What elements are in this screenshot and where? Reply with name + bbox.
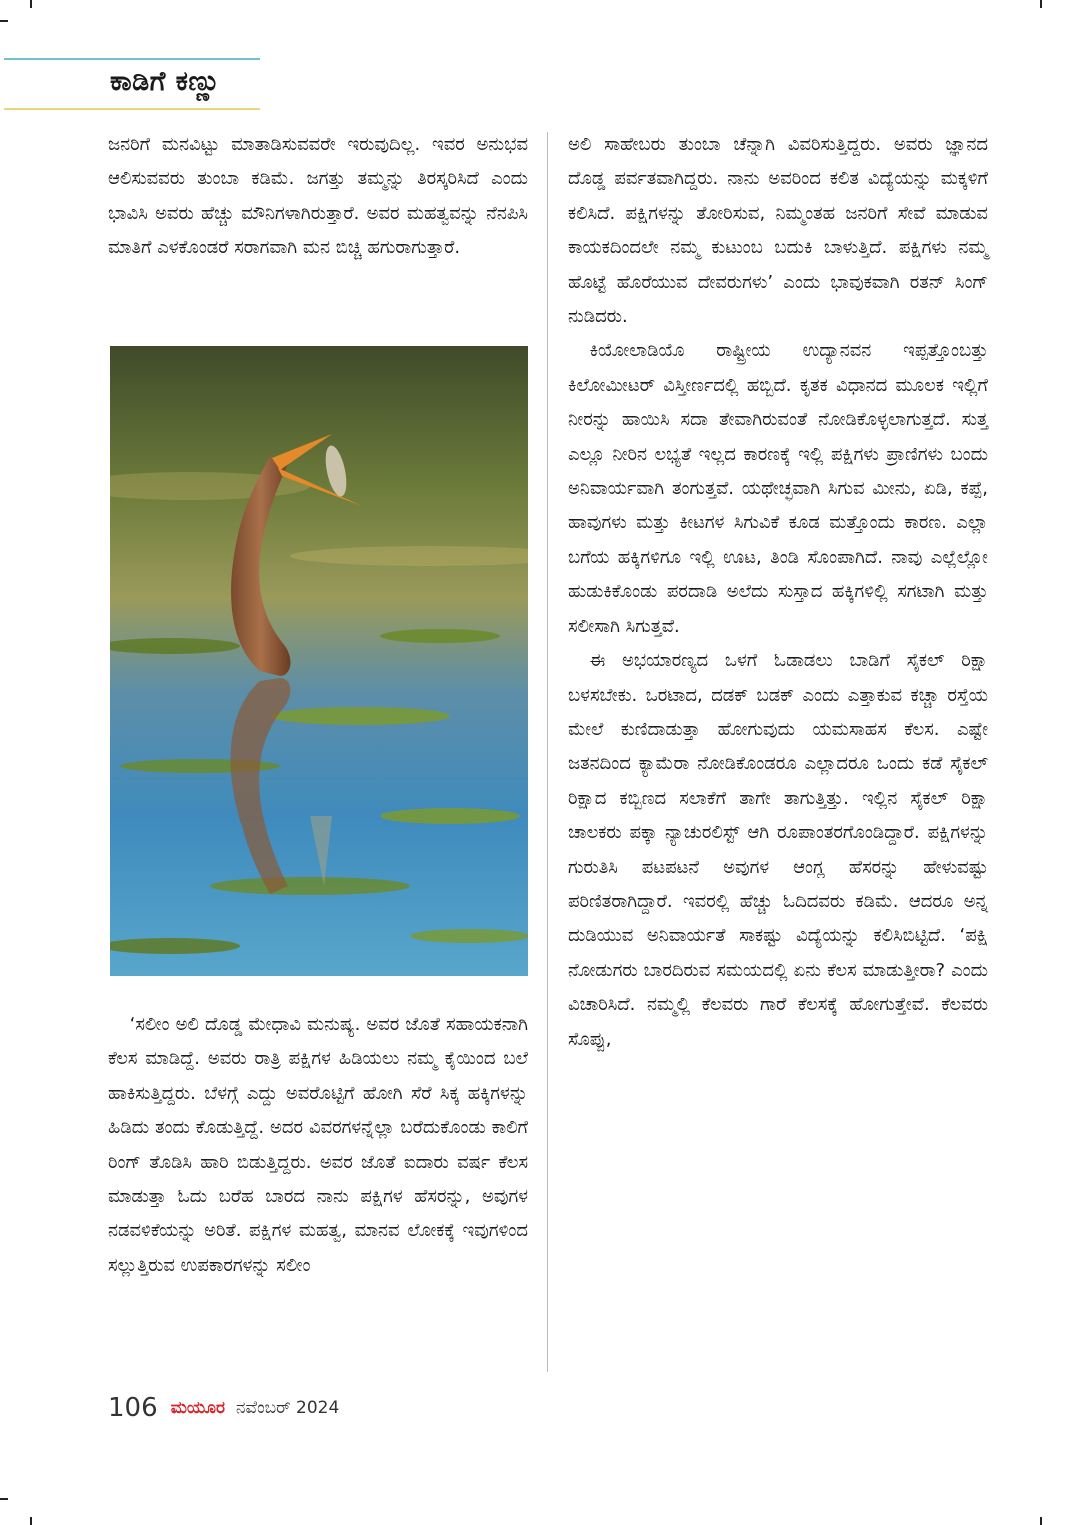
crop-mark — [1040, 1517, 1042, 1525]
right-paragraph-1: ಅಲಿ ಸಾಹೇಬರು ತುಂಬಾ ಚೆನ್ನಾಗಿ ವಿವರಿಸುತ್ತಿದ್ದರು. ಅವರು ಜ್ಞಾನದ ದೊಡ್ಡ ಪರ್ವತವಾಗಿದ್ದರು. ನಾನು ಅವರಿಂದ ಕಲಿತ ವಿದ್ಯೆಯನ್ನು ಮಕ್ಕಳಿಗೆ ಕಲಿಸಿದೆ. ಪಕ್ಷಿಗಳನ್ನು ತೋರಿಸುವ, ನಿಮ್ಮಂತಹ ಜನರಿಗೆ ಸೇವೆ ಮಾಡುವ ಕಾಯಕದಿಂದಲೇ ನಮ್ಮ ಕುಟುಂಬ ಬದುಕಿ ಬಾಳುತ್ತಿದೆ. ಪಕ್ಷಿಗಳು ನಮ್ಮ ಹೊಟ್ಟೆ ಹೊರೆಯುವ ದೇವರುಗಳು’ ಎಂದು ಭಾವುಕವಾಗಿ ರತನ್ ಸಿಂಗ್ ನುಡಿದರು. — [568, 134, 988, 328]
left-paragraph-1: ಜನರಿಗೆ ಮನವಿಟ್ಟು ಮಾತಾಡಿಸುವವರೇ ಇರುವುದಿಲ್ಲ. ಇವರ ಅನುಭವ ಆಲಿಸುವವರು ತುಂಬಾ ಕಡಿಮೆ. ಜಗತ್ತು ತಮ್ಮನ್ನು ತಿರಸ್ಕರಿಸಿದೆ ಎಂದು ಭಾವಿಸಿ ಅವರು ಹೆಚ್ಚು ಮೌನಿಗಳಾಗಿರುತ್ತಾರೆ. ಅವರ ಮಹತ್ವವನ್ನು ನೆನಪಿಸಿ ಮಾತಿಗೆ ಎಳಕೊಂಡರೆ ಸರಾಗವಾಗಿ ಮನ ಬಿಚ್ಚಿ ಹಗುರಾಗುತ್ತಾರೆ. — [108, 134, 528, 259]
column-divider — [547, 132, 548, 1372]
magazine-logo: ಮಯೂರ — [170, 1398, 225, 1418]
section-header — [4, 58, 260, 110]
right-paragraph-3: ಈ ಅಭಯಾರಣ್ಯದ ಒಳಗೆ ಓಡಾಡಲು ಬಾಡಿಗೆ ಸೈಕಲ್ ರಿಕ್ಷಾ ಬಳಸಬೇಕು. ಒರಟಾದ, ದಡಕ್ ಬಡಕ್ ಎಂದು ಎತ್ತಾಕುವ ಕಚ್ಚಾ ರಸ್ತೆಯ ಮೇಲೆ ಕುಣಿದಾಡುತ್ತಾ ಹೋಗುವುದು ಯಮಸಾಹಸ ಕೆಲಸ. ಎಷ್ಟೇ ಜತನದಿಂದ ಕ್ಯಾಮೆರಾ ನೋಡಿಕೊಂಡರೂ ಎಲ್ಲಾದರೂ ಒಂದು ಕಡೆ ಸೈಕಲ್ ರಿಕ್ಷಾದ ಕಬ್ಬಿಣದ ಸಲಾಕೆಗೆ ತಾಗೇ ತಾಗುತ್ತಿತ್ತು. ಇಲ್ಲಿನ ಸೈಕಲ್ ರಿಕ್ಷಾ ಚಾಲಕರು ಪಕ್ಕಾ ನ್ಯಾಚುರಲಿಸ್ಟ್ ಆಗಿ ರೂಪಾಂತರಗೊಂಡಿದ್ದಾರೆ. ಪಕ್ಷಿಗಳನ್ನು ಗುರುತಿಸಿ ಪಟಪಟನೆ ಅವುಗಳ ಆಂಗ್ಲ ಹೆಸರನ್ನು ಹೇಳುವಷ್ಟು ಪರಿಣಿತರಾಗಿದ್ದಾರೆ. ಇವರಲ್ಲಿ ಹೆಚ್ಚು ಓದಿದವರು ಕಡಿಮೆ. ಆದರೂ ಅನ್ನ ದುಡಿಯುವ ಅನಿವಾರ್ಯತೆ ಸಾಕಷ್ಟು ವಿದ್ಯೆಯನ್ನು ಕಲಿಸಿಬಿಟ್ಟಿದೆ. ‘ಪಕ್ಷಿ ನೋಡುಗರು ಬಾರದಿರುವ ಸಮಯದಲ್ಲಿ ಏನು ಕೆಲಸ ಮಾಡುತ್ತೀರಾ? ಎಂದು ವಿಚಾರಿಸಿದೆ. ನಮ್ಮಲ್ಲಿ ಕೆಲವರು ಗಾರೆ ಕೆಲಸಕ್ಕೆ ಹೋಗುತ್ತೇವೆ. ಕೆಲವರು ಸೊಪ್ಪು, — [568, 650, 988, 1050]
crop-mark — [30, 0, 32, 8]
article-photo — [110, 346, 528, 976]
header-top-rule — [4, 58, 260, 60]
crop-mark — [1040, 0, 1042, 8]
crop-mark — [0, 20, 8, 22]
crop-mark — [30, 1517, 32, 1525]
header-bottom-rule — [4, 108, 260, 110]
left-paragraph-2: ‘ಸಲೀಂ ಅಲಿ ದೊಡ್ಡ ಮೇಧಾವಿ ಮನುಷ್ಯ. ಅವರ ಜೊತೆ ಸಹಾಯಕನಾಗಿ ಕೆಲಸ ಮಾಡಿದ್ದೆ. ಅವರು ರಾತ್ರಿ ಪಕ್ಷಿಗಳ ಹಿಡಿಯಲು ನಮ್ಮ ಕೈಯಿಂದ ಬಲೆ ಹಾಕಿಸುತ್ತಿದ್ದರು. ಬೆಳಗ್ಗೆ ಎದ್ದು ಅವರೊಟ್ಟಿಗೆ ಹೋಗಿ ಸೆರೆ ಸಿಕ್ಕ ಹಕ್ಕಿಗಳನ್ನು ಹಿಡಿದು ತಂದು ಕೊಡುತ್ತಿದ್ದೆ. ಅದರ ವಿವರಗಳನ್ನೆಲ್ಲಾ ಬರೆದುಕೊಂಡು ಕಾಲಿಗೆ ರಿಂಗ್ ತೊಡಿಸಿ ಹಾರಿ ಬಿಡುತ್ತಿದ್ದರು. ಅವರ ಜೊತೆ ಐದಾರು ವರ್ಷ ಕೆಲಸ ಮಾಡುತ್ತಾ ಓದು ಬರೆಹ ಬಾರದ ನಾನು ಪಕ್ಷಿಗಳ ಹೆಸರನ್ನು, ಅವುಗಳ ನಡವಳಿಕೆಯನ್ನು ಅರಿತೆ. ಪಕ್ಷಿಗಳ ಮಹತ್ವ, ಮಾನವ ಲೋಕಕ್ಕೆ ಇವುಗಳಿಂದ ಸಲ್ಲುತ್ತಿರುವ ಉಪಕಾರಗಳನ್ನು ಸಲೀಂ — [108, 1014, 528, 1276]
page-footer — [108, 1393, 339, 1427]
right-column — [568, 128, 988, 1057]
section-title: ಕಾಡಿಗೆ ಕಣ್ಣು — [110, 66, 221, 97]
page-number: 106 — [108, 1393, 158, 1423]
left-column — [108, 128, 528, 1276]
issue-date: ನವೆಂಬರ್ 2024 — [236, 1398, 340, 1418]
right-paragraph-2: ಕಿಯೋಲಾಡಿಯೊ ರಾಷ್ಟ್ರೀಯ ಉದ್ಯಾನವನ ಇಪ್ಪತ್ತೊಂಬತ್ತು ಕಿಲೋಮೀಟರ್ ವಿಸ್ತೀರ್ಣದಲ್ಲಿ ಹಬ್ಬಿದೆ. ಕೃತಕ ವಿಧಾನದ ಮೂಲಕ ಇಲ್ಲಿಗೆ ನೀರನ್ನು ಹಾಯಿಸಿ ಸದಾ ತೇವಾಗಿರುವಂತೆ ನೋಡಿಕೊಳ್ಳಲಾಗುತ್ತದೆ. ಸುತ್ತ ಎಲ್ಲೂ ನೀರಿನ ಲಭ್ಯತೆ ಇಲ್ಲದ ಕಾರಣಕ್ಕೆ ಇಲ್ಲಿ ಪಕ್ಷಿಗಳು ಪ್ರಾಣಿಗಳು ಬಂದು ಅನಿವಾರ್ಯವಾಗಿ ತಂಗುತ್ತವೆ. ಯಥೇಚ್ಛವಾಗಿ ಸಿಗುವ ಮೀನು, ಏಡಿ, ಕಪ್ಪೆ, ಹಾವುಗಳು ಮತ್ತು ಕೀಟಗಳ ಸಿಗುವಿಕೆ ಕೂಡ ಮತ್ತೊಂದು ಕಾರಣ. ಎಲ್ಲಾ ಬಗೆಯ ಹಕ್ಕಿಗಳಿಗೂ ಇಲ್ಲಿ ಊಟ, ತಿಂಡಿ ಸೊಂಪಾಗಿದೆ. ನಾವು ಎಲ್ಲೆಲ್ಲೋ ಹುಡುಕಿಕೊಂಡು ಪರದಾಡಿ ಅಲೆದು ಸುಸ್ತಾದ ಹಕ್ಕಿಗಳಿಲ್ಲಿ ಸಗಟಾಗಿ ಮತ್ತು ಸಲೀಸಾಗಿ ಸಿಗುತ್ತವೆ. — [568, 340, 988, 637]
crop-mark — [0, 1498, 8, 1500]
